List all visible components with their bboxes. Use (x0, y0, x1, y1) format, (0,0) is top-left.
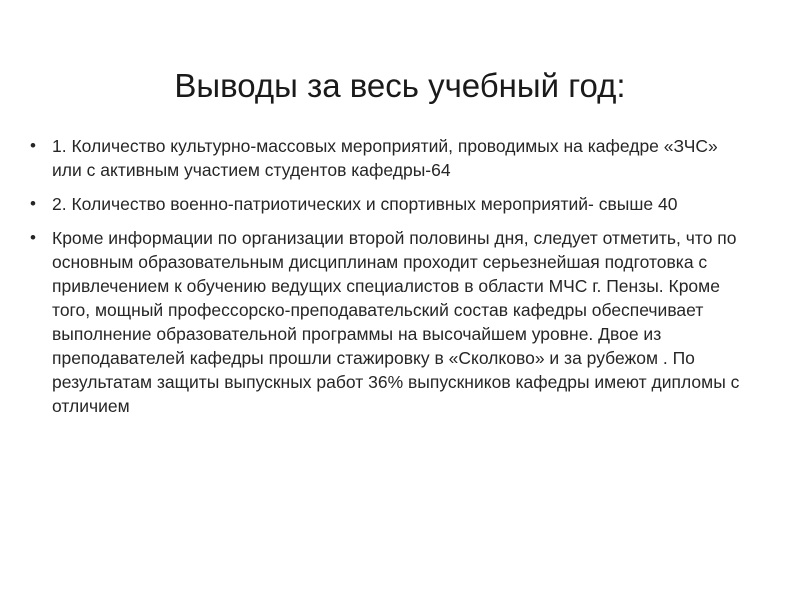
bullet-item-3 (26, 226, 746, 418)
bullet-dot-icon: • (30, 228, 36, 247)
slide-title: Выводы за весь учебный год: (174, 67, 626, 105)
bullet-text-3: Кроме информации по организации второй половины дня, следует отметить, что по основным образовательным дисциплинам проходит серьезнейшая подготовка с привлечением к обучению ведущих специалистов в области МЧС г. Пензы. Кроме того, мощный профессорско-преподавательский состав кафедры обеспечивает выполнение образовательной программы на высочайшем уровне. Двое из преподавателей кафедры прошли стажировку в «Сколково» и за рубежом . По результатам защиты выпускных работ 36% выпускников кафедры имеют дипломы с отличием (52, 228, 740, 416)
bullet-item-1 (26, 134, 746, 182)
bullet-text-2: 2. Количество военно-патриотических и спортивных мероприятий- свыше 40 (52, 194, 678, 214)
bullet-list (26, 134, 746, 428)
bullet-item-2 (26, 192, 746, 216)
bullet-text-1: 1. Количество культурно-массовых мероприятий, проводимых на кафедре «ЗЧС» или с активным участием студентов кафедры-64 (52, 136, 718, 180)
bullet-dot-icon: • (30, 136, 36, 155)
bullet-dot-icon: • (30, 194, 36, 213)
